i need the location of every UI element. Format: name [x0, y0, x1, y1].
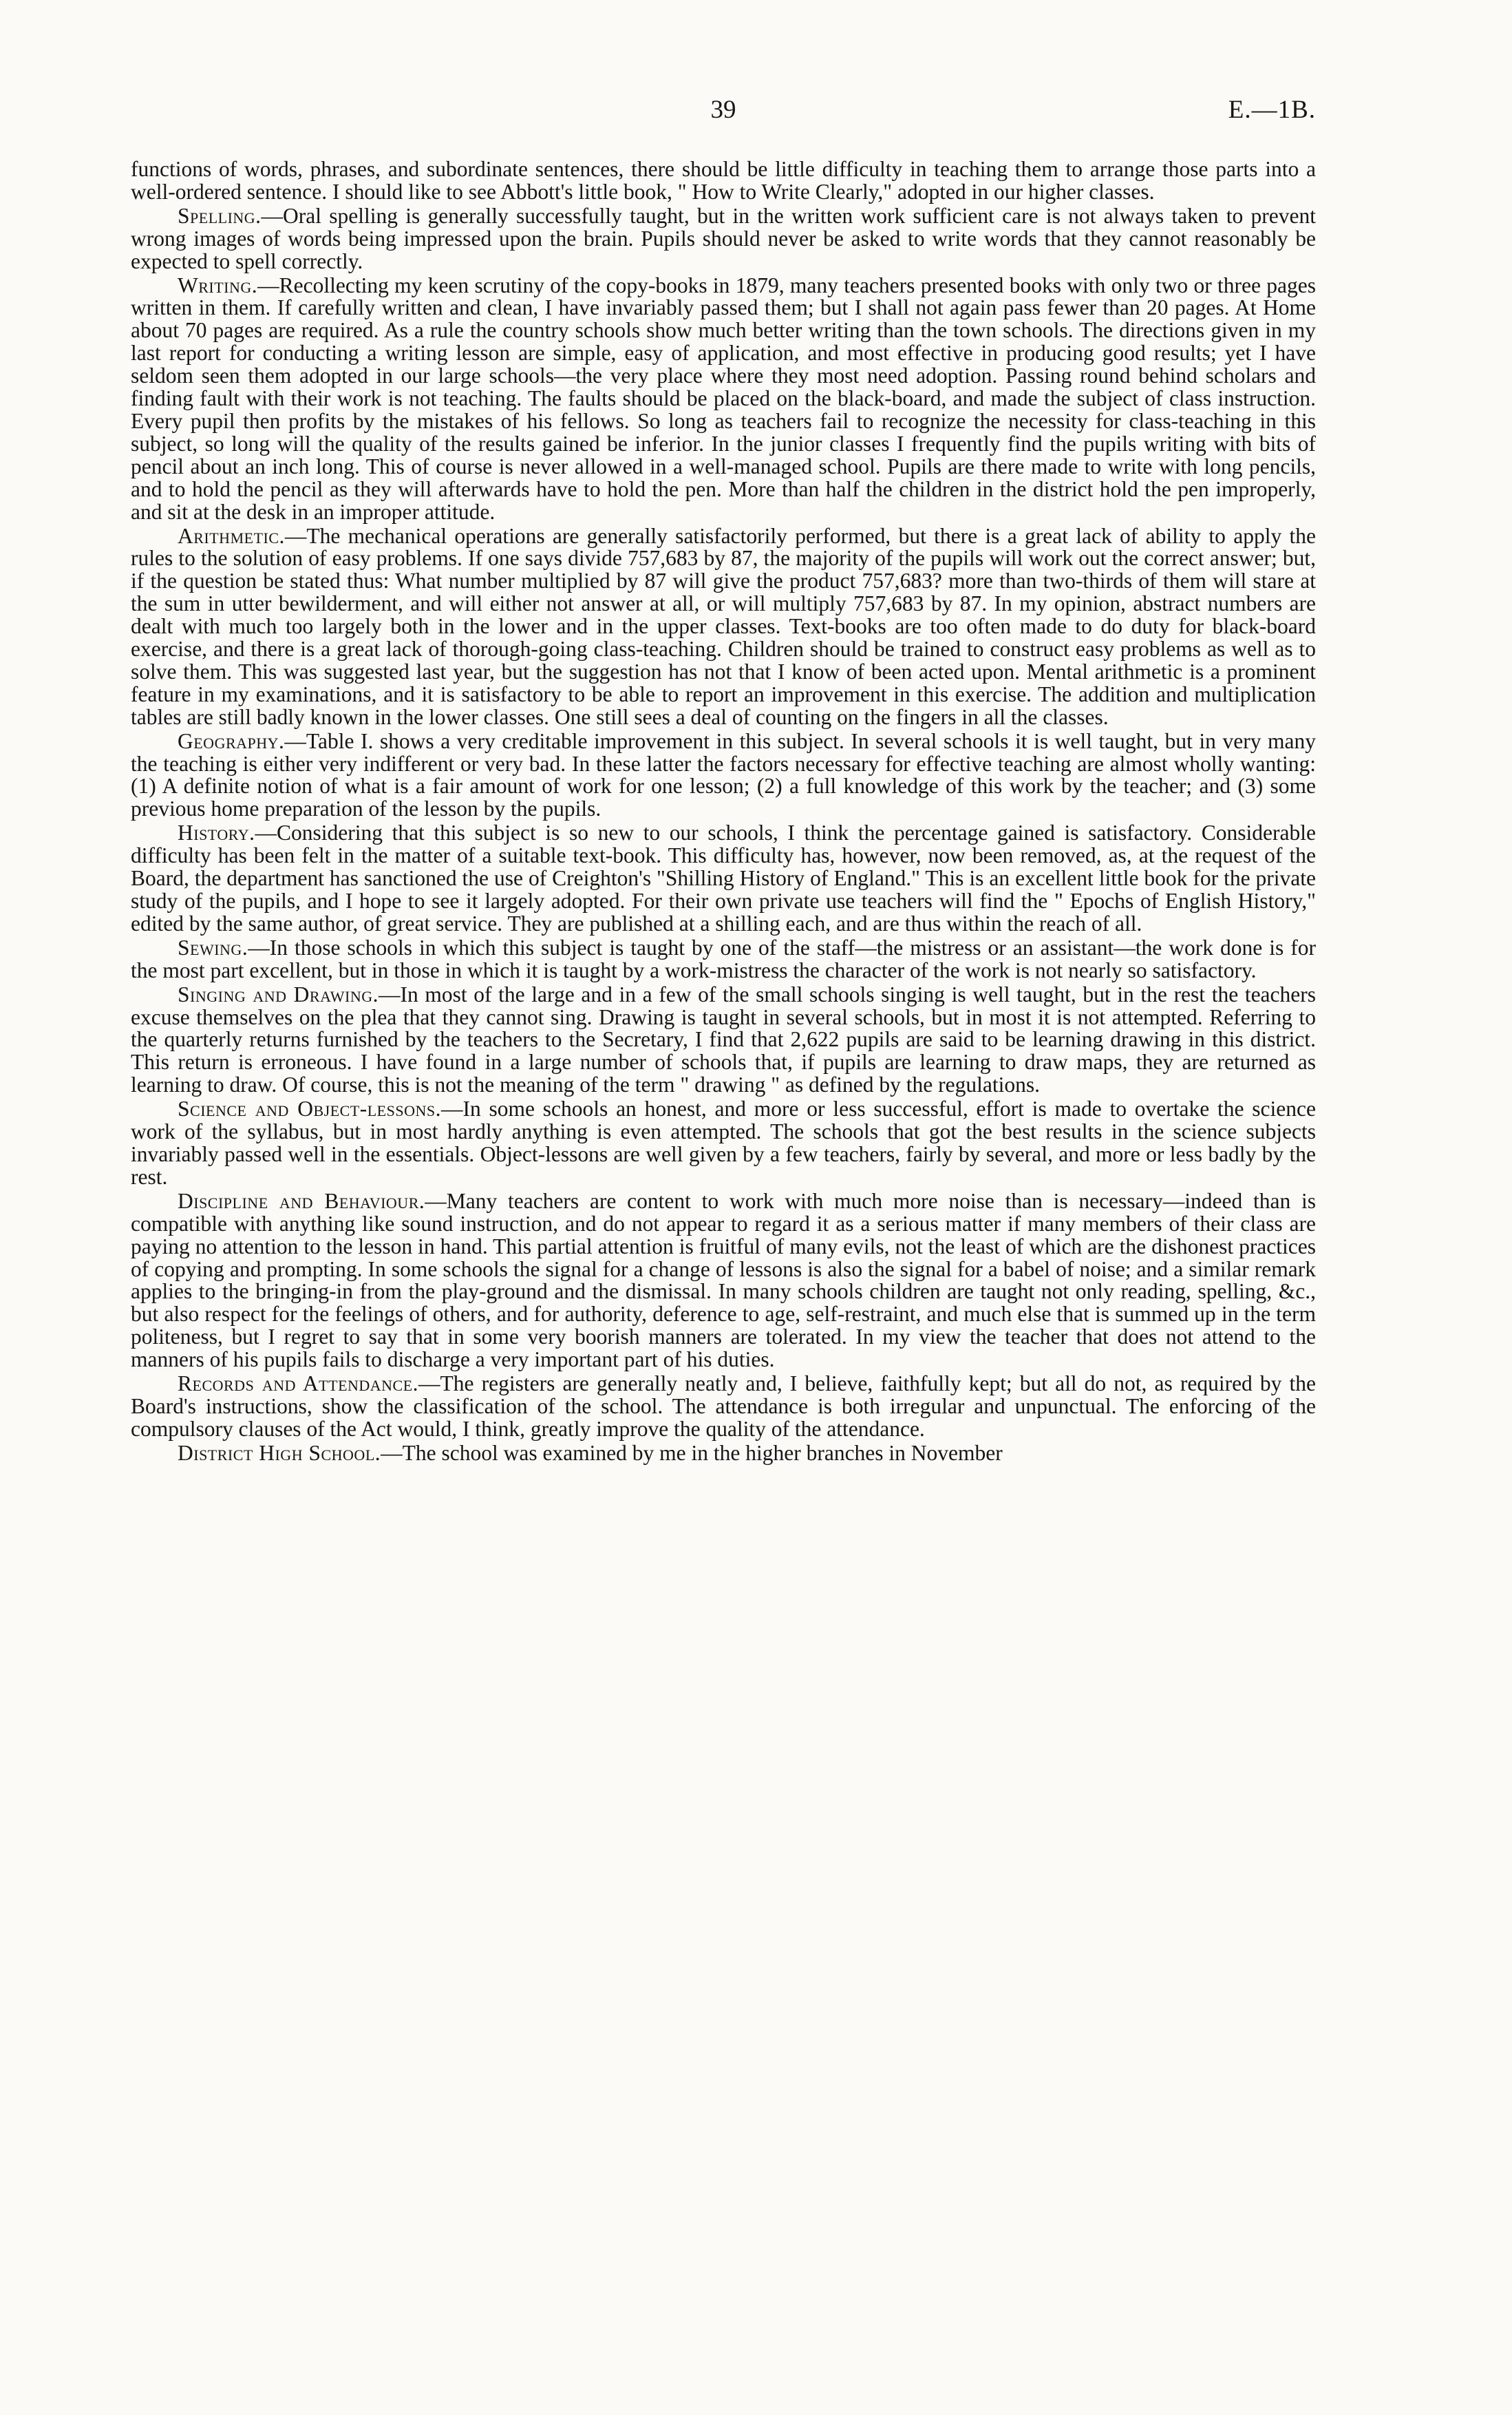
- document-code: E.—1B.: [1228, 96, 1316, 124]
- paragraph-sewing: [131, 937, 1316, 982]
- paragraph-science: [131, 1098, 1316, 1189]
- running-header: [131, 95, 1316, 140]
- paragraph-text: —Considering that this subject is so new to our schools, I think the percentage gained is satisfactory. Considerable difficulty has been felt in the matter of a suitable text-book. This difficulty has, however, now been removed, as, at the request of the Board, the department has sanctioned the use of Creighton's "Shilling History of England." This is an excellent little book for the private study of the pupils, and I hope to see it largely adopted. For their own private use teachers will find the " Epochs of English History," edited by the same author, of great service. They are published at a shilling each, and are thus within the reach of all.: [131, 821, 1316, 936]
- paragraph-text: —In some schools an honest, and more or less successful, effort is made to overtake the science work of the syllabus, but in most hardly anything is even attempted. The schools that got the best results in the science subjects invariably passed well in the essentials. Object-lessons are well given by a few teachers, fairly by several, and more or less badly by the rest.: [131, 1097, 1316, 1189]
- paragraph-heading: Writing.: [178, 273, 258, 297]
- page-number: 39: [710, 96, 736, 124]
- paragraph-district-high-school: [131, 1442, 1316, 1465]
- paragraph-heading: Spelling.: [178, 203, 262, 228]
- paragraph-text: —In most of the large and in a few of the small schools singing is well taught, but in the rest the teachers excuse themselves on the plea that they cannot sing. Drawing is taught in several schools, but in most it is not attempted. Referring to the quarterly returns furnished by the teachers to the Secretary, I find that 2,622 pupils are said to be learning drawing in this district. This return is erroneous. I have found in a large number of schools that, if pupils are learning to draw maps, they are returned as learning to draw. Of course, this is not the meaning of the term " drawing " as defined by the regulations.: [131, 982, 1316, 1097]
- paragraph-spelling: [131, 205, 1316, 273]
- paragraph-text: —Many teachers are content to work with much more noise than is necessary—indeed than is compatible with anything like sound instruction, and do not appear to regard it as a serious matter if many members of their class are paying no attention to the lesson in hand. This partial attention is fruitful of many evils, not the least of which are the dishonest practices of copying and prompting. In some schools the signal for a change of lessons is also the signal for a babel of noise; and a similar remark applies to the bringing-in from the play-ground and the dismissal. In many schools children are taught not only reading, spelling, &c., but also respect for the feelings of others, and for authority, deference to age, self-restraint, and much else that is summed up in the term politeness, but I regret to say that in some very boorish manners are tolerated. In my view the teacher that does not attend to the manners of his pupils fails to discharge a very important part of his duties.: [131, 1188, 1316, 1372]
- paragraph-heading: Sewing.: [178, 935, 248, 960]
- paragraph-text: —Recollecting my keen scrutiny of the copy-books in 1879, many teachers presented books with only two or three pages written in them. If carefully written and clean, I have invariably passed them; but I shall not again pass fewer than 20 pages. At Home about 70 pages are required. As a rule the country schools show much better writing than the town schools. The directions given in my last report for conducting a writing lesson are simple, easy of application, and most effective in producing good results; yet I have seldom seen them adopted in our large schools—the very place where they most need adoption. Passing round behind scholars and finding fault with their work is not teaching. The faults should be placed on the black-board, and made the subject of class instruction. Every pupil then profits by the mistakes of his fellows. So long as teachers fail to recognize the necessity for class-teaching in this subject, so long will the quality of the results gained be inferior. In the junior classes I frequently find the pupils writing with bits of pencil about an inch long. This of course is never allowed in a well-managed school. Pupils are there made to write with long pencils, and to hold the pencil as they will afterwards have to hold the pen. More than half the children in the district hold the pen improperly, and sit at the desk in an improper attitude.: [131, 273, 1316, 524]
- paragraph-heading: Singing and Drawing.: [178, 982, 379, 1006]
- paragraph-text: —The registers are generally neatly and, I believe, faithfully kept; but all do not, as required by the Board's instructions, show the classification of the school. The attendance is both irregular and unpunctual. The enforcing of the compulsory clauses of the Act would, I think, greatly improve the quality of the attendance.: [131, 1371, 1316, 1441]
- paragraph-text: —In those schools in which this subject is taught by one of the staff—the mistress or an assistant—the work done is for the most part excellent, but in those in which it is taught by a work-mistress the character of the work is not nearly so satisfactory.: [131, 935, 1316, 982]
- paragraph-heading: History.: [178, 821, 255, 845]
- paragraph-text: —Table I. shows a very creditable improvement in this subject. In several schools it is well taught, but in very many the teaching is either very indifferent or very bad. In these latter the factors necessary for effective teaching are almost wholly wanting: (1) A definite notion of what is a fair amount of work for one lesson; (2) a full knowledge of this work by the teacher; and (3) some previous home preparation of the lesson by the pupils.: [131, 728, 1316, 821]
- paragraph-text: —The school was examined by me in the higher branches in November: [381, 1440, 1003, 1465]
- paragraph-singing-drawing: [131, 984, 1316, 1097]
- paragraph-heading: Geography.: [178, 728, 285, 753]
- paragraph-records: [131, 1373, 1316, 1441]
- paragraph-text: functions of words, phrases, and subordinate sentences, there should be little difficulty in teaching them to arrange those parts into a well-ordered sentence. I should like to see Abbott's little book, " How to Write Clearly," adopted in our higher classes.: [131, 157, 1316, 204]
- paragraph-text: —The mechanical operations are generally satisfactorily performed, but there is a great lack of ability to apply the rules to the solution of easy problems. If one says divide 757,683 by 87, the majority of the pupils will work out the correct answer; but, if the question be stated thus: What number multiplied by 87 will give the product 757,683? more than two-thirds of them will stare at the sum in utter bewilderment, and will either not answer at all, or will multiply 757,683 by 87. In my opinion, abstract numbers are dealt with much too largely both in the lower and in the upper classes. Text-books are too often made to do duty for black-board exercise, and there is a great lack of thorough-going class-teaching. Children should be trained to construct easy problems as well as to solve them. This was suggested last year, but the suggestion has not that I know of been acted upon. Mental arithmetic is a prominent feature in my examinations, and it is satisfactory to be able to report an improvement in this exercise. The addition and multiplication tables are still badly known in the lower classes. One still sees a deal of counting on the fingers in all the classes.: [131, 523, 1316, 729]
- paragraph-geography: [131, 730, 1316, 821]
- paragraph-writing: [131, 275, 1316, 524]
- paragraph-continuation: [131, 158, 1316, 204]
- paragraph-heading: Science and Object-lessons.: [178, 1097, 441, 1121]
- paragraph-discipline: [131, 1190, 1316, 1371]
- paragraph-history: [131, 822, 1316, 936]
- paragraph-text: —Oral spelling is generally successfully taught, but in the written work sufficient care is not always taken to prevent wrong images of words being impressed upon the brain. Pupils should never be asked to write words that they cannot reasonably be expected to spell correctly.: [131, 203, 1316, 273]
- paragraph-heading: Discipline and Behaviour.: [178, 1188, 425, 1213]
- body-text: [131, 158, 1316, 1465]
- document-page: [131, 95, 1316, 2367]
- paragraph-arithmetic: [131, 525, 1316, 729]
- paragraph-heading: District High School.: [178, 1440, 381, 1465]
- paragraph-heading: Records and Attendance.: [178, 1371, 419, 1396]
- paragraph-heading: Arithmetic.: [178, 523, 285, 548]
